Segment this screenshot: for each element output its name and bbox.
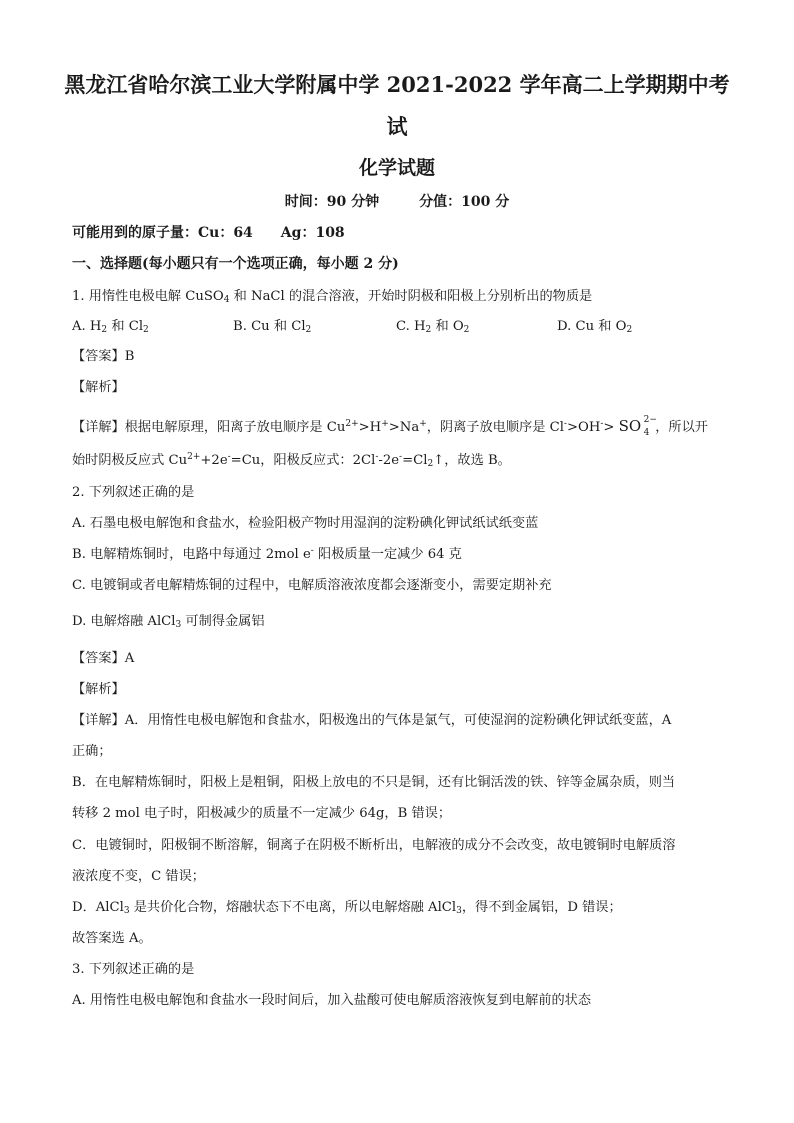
- question-1-option-b: B. Cu 和 $Cl_2$: [233, 319, 312, 335]
- sulfate-ion-formula: SO 2− 4: [618, 415, 657, 438]
- question-2-option-c: C. 电镀铜或者电解精炼铜的过程中，电解质溶液浓度都会逐渐变小，需要定期补充: [72, 578, 552, 593]
- question-3-stem: 3. 下列叙述正确的是: [72, 962, 195, 977]
- question-1-analysis-label: 【解析】: [72, 380, 125, 395]
- question-1-option-d: D. Cu 和 $O_2$: [557, 319, 633, 335]
- question-2-detail-b-line-2: 转移 2 mol 电子时，阳极减少的质量不一定减少 64g，B 错误；: [72, 806, 452, 821]
- section-heading: 一、选择题(每小题只有一个选项正确，每小题 2 分): [72, 256, 399, 272]
- question-1-stem: 1. 用惰性电极电解 CuSO$_4$ 和 NaCl 的混合溶液，开始时阴极和阳极上分别析出的物质是: [72, 289, 593, 305]
- question-1-answer: 【答案】B: [72, 349, 135, 364]
- question-2-detail-c-line-1: C．电镀铜时，阳极铜不断溶解，铜离子在阴极不断析出，电解液的成分不会改变，故电镀铜时电解质溶: [72, 838, 676, 853]
- question-3-option-a: A. 用惰性电极电解饱和食盐水一段时间后，加入盐酸可使电解质溶液恢复到电解前的状态: [72, 993, 592, 1008]
- exam-meta: [0, 193, 794, 211]
- total-score: 分值：100 分: [419, 194, 510, 210]
- question-1-option-a: A. $H_2$ 和 $Cl_2$: [72, 319, 149, 335]
- question-1-detail-line-1: 【详解】根据电解原理，阳离子放电顺序是 $Cu^{2+}>H^+>Na^+$，阴离子放电顺序是 Cl->OH-> SO 2− 4 ，所以开: [72, 415, 708, 438]
- subject-title: 化学试题: [358, 157, 435, 179]
- atomic-mass-line: 可能用到的原子量：Cu：64 Ag：108: [72, 225, 345, 241]
- question-2-detail-d: D．AlCl$_3$ 是共价化合物，熔融状态下不电离，所以电解熔融 AlCl$_3$，得不到金属铝，D 错误；: [72, 900, 622, 916]
- question-1-option-c: C. $H_2$ 和 $O_2$: [396, 319, 470, 335]
- question-2-option-b: B. 电解精炼铜时，电路中每通过 2mol e- 阳极质量一定减少 64 克: [72, 546, 462, 562]
- question-1-detail-line-2: 始时阴极反应式 $Cu^{2+}+2e^-=Cu$，阳极反应式：$2Cl^--2e^-=Cl_2↑$，故选 B。: [72, 452, 511, 469]
- question-2-conclusion: 故答案选 A。: [72, 931, 152, 946]
- question-2-detail-a-line-2: 正确；: [72, 744, 112, 759]
- question-2-detail-b-line-1: B．在电解精炼铜时，阳极上是粗铜，阳极上放电的不只是铜，还有比铜活泼的铁、锌等金属杂质，则当: [72, 775, 676, 790]
- question-2-answer: 【答案】A: [72, 651, 135, 666]
- question-2-option-a: A. 石墨电极电解饱和食盐水，检验阳极产物时用湿润的淀粉碘化钾试纸试纸变蓝: [72, 516, 539, 531]
- question-2-detail-c-line-2: 液浓度不变，C 错误；: [72, 869, 205, 884]
- question-2-option-d: D. 电解熔融 AlCl$_3$ 可制得金属铝: [72, 614, 265, 630]
- document-title: 黑龙江省哈尔滨工业大学附属中学 2021-2022 学年高二上学期期中考: [64, 72, 730, 97]
- question-2-analysis-label: 【解析】: [72, 682, 125, 697]
- document-title-continued: 试: [386, 114, 408, 139]
- question-2-detail-a-line-1: 【详解】A．用惰性电极电解饱和食盐水，阳极逸出的气体是氯气，可使湿润的淀粉碘化钾试纸变蓝，A: [72, 713, 672, 728]
- time-limit: 时间：90 分钟: [284, 194, 380, 210]
- question-2-stem: 2. 下列叙述正确的是: [72, 485, 195, 500]
